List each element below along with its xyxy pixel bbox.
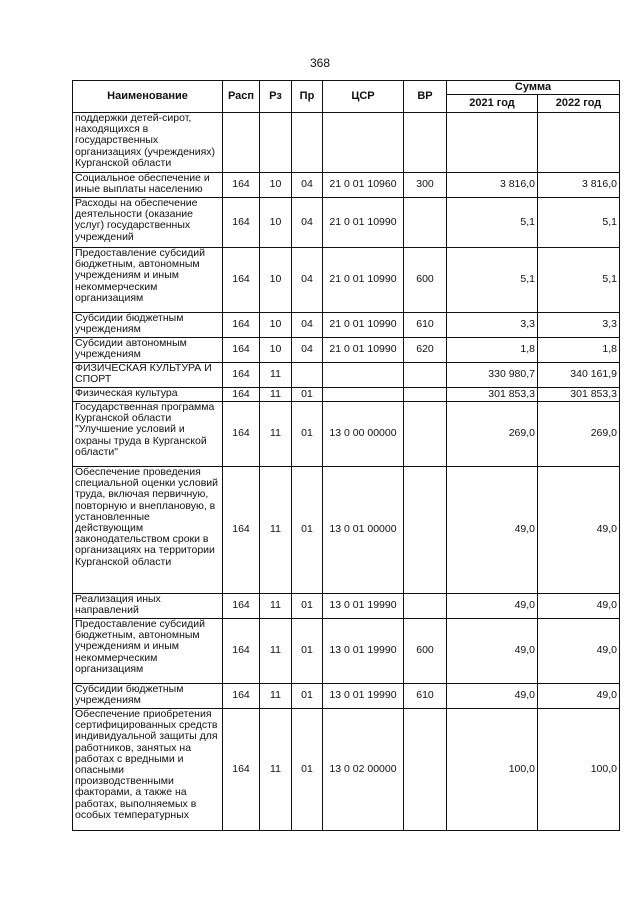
- row-rasp-cell: 164: [223, 338, 260, 363]
- row-sum-2022-cell: 49,0: [538, 594, 620, 619]
- table-row: [73, 684, 620, 709]
- row-vr-cell: 620: [404, 338, 447, 363]
- row-sum-2022-cell: 49,0: [538, 684, 620, 709]
- row-csr-cell: 21 0 01 10990: [323, 198, 404, 248]
- row-sum-2021-cell: 3,3: [447, 313, 538, 338]
- row-vr-cell: [404, 198, 447, 248]
- row-vr-cell: 600: [404, 619, 447, 684]
- row-pr-cell: 01: [292, 594, 323, 619]
- row-vr-cell: [404, 363, 447, 388]
- table-row: [73, 709, 620, 831]
- row-sum-2021-cell: 100,0: [447, 709, 538, 831]
- row-csr-cell: 21 0 01 10990: [323, 313, 404, 338]
- row-pr-cell: 04: [292, 313, 323, 338]
- row-csr-cell: 13 0 02 00000: [323, 709, 404, 831]
- row-sum-2021-cell: 330 980,7: [447, 363, 538, 388]
- row-name-cell: Субсидии автономным учреждениям: [73, 338, 223, 363]
- row-sum-2021-cell: 3 816,0: [447, 173, 538, 198]
- row-sum-2022-cell: 3,3: [538, 313, 620, 338]
- row-csr-cell: 21 0 01 10990: [323, 248, 404, 313]
- row-rz-cell: 11: [260, 388, 292, 402]
- row-csr-cell: 21 0 01 10960: [323, 173, 404, 198]
- row-csr-cell: 13 0 00 00000: [323, 402, 404, 467]
- table-row: [73, 313, 620, 338]
- row-sum-2022-cell: 269,0: [538, 402, 620, 467]
- row-csr-cell: [323, 388, 404, 402]
- row-name-cell: Реализация иных направлений: [73, 594, 223, 619]
- row-rasp-cell: 164: [223, 402, 260, 467]
- row-name-cell: Предоставление субсидий бюджетным, автономным учреждениям и иным некоммерческим организациям: [73, 248, 223, 313]
- row-sum-2022-cell: 49,0: [538, 619, 620, 684]
- row-rasp-cell: 164: [223, 467, 260, 594]
- row-name-cell: поддержки детей-сирот, находящихся в государственных организациях (учреждениях) Курганской области: [73, 113, 223, 173]
- row-rasp-cell: 164: [223, 619, 260, 684]
- col-header-2022: 2022 год: [538, 95, 620, 113]
- header-row-1: [73, 81, 620, 95]
- row-pr-cell: 04: [292, 338, 323, 363]
- row-sum-2021-cell: 5,1: [447, 248, 538, 313]
- row-sum-2021-cell: 49,0: [447, 594, 538, 619]
- row-name-cell: Субсидии бюджетным учреждениям: [73, 313, 223, 338]
- row-vr-cell: [404, 709, 447, 831]
- row-rz-cell: 11: [260, 467, 292, 594]
- table-row: [73, 619, 620, 684]
- row-sum-2022-cell: 1,8: [538, 338, 620, 363]
- row-pr-cell: 01: [292, 402, 323, 467]
- row-sum-2021-cell: 5,1: [447, 198, 538, 248]
- col-header-pr: Пр: [292, 81, 323, 113]
- row-pr-cell: 01: [292, 709, 323, 831]
- row-sum-2021-cell: 49,0: [447, 467, 538, 594]
- row-vr-cell: [404, 388, 447, 402]
- row-pr-cell: 04: [292, 173, 323, 198]
- row-rz-cell: 11: [260, 363, 292, 388]
- row-rasp-cell: 164: [223, 248, 260, 313]
- col-header-rz: Рз: [260, 81, 292, 113]
- row-rz-cell: 11: [260, 619, 292, 684]
- row-pr-cell: 01: [292, 619, 323, 684]
- row-rz-cell: 11: [260, 594, 292, 619]
- row-csr-cell: [323, 363, 404, 388]
- table-row: [73, 113, 620, 173]
- table-row: [73, 363, 620, 388]
- row-rasp-cell: 164: [223, 363, 260, 388]
- page-number: 368: [309, 56, 331, 70]
- row-rz-cell: 10: [260, 173, 292, 198]
- row-sum-2022-cell: 5,1: [538, 198, 620, 248]
- row-csr-cell: 13 0 01 19990: [323, 594, 404, 619]
- row-rasp-cell: 164: [223, 684, 260, 709]
- row-name-cell: Социальное обеспечение и иные выплаты населению: [73, 173, 223, 198]
- row-sum-2022-cell: 340 161,9: [538, 363, 620, 388]
- row-rz-cell: 10: [260, 338, 292, 363]
- row-rz-cell: [260, 113, 292, 173]
- row-name-cell: Государственная программа Курганской области "Улучшение условий и охраны труда в Курганской области": [73, 402, 223, 467]
- table-row: [73, 248, 620, 313]
- table-row: [73, 198, 620, 248]
- row-name-cell: ФИЗИЧЕСКАЯ КУЛЬТУРА И СПОРТ: [73, 363, 223, 388]
- row-sum-2021-cell: [447, 113, 538, 173]
- row-sum-2022-cell: 100,0: [538, 709, 620, 831]
- row-sum-2021-cell: 49,0: [447, 684, 538, 709]
- row-vr-cell: [404, 113, 447, 173]
- row-name-cell: Предоставление субсидий бюджетным, автономным учреждениям и иным некоммерческим организациям: [73, 619, 223, 684]
- row-sum-2021-cell: 1,8: [447, 338, 538, 363]
- row-name-cell: Физическая культура: [73, 388, 223, 402]
- row-name-cell: Обеспечение приобретения сертифицированных средств индивидуальной защиты для работников, занятых на работах с вредными и опасными производственными факторами, а также на работах, выполняемых в особых температурных: [73, 709, 223, 831]
- row-sum-2022-cell: 49,0: [538, 467, 620, 594]
- row-rz-cell: 10: [260, 313, 292, 338]
- row-vr-cell: 600: [404, 248, 447, 313]
- row-rasp-cell: 164: [223, 594, 260, 619]
- row-sum-2022-cell: [538, 113, 620, 173]
- row-rasp-cell: 164: [223, 173, 260, 198]
- row-pr-cell: 01: [292, 684, 323, 709]
- col-header-vr: ВР: [404, 81, 447, 113]
- row-pr-cell: [292, 363, 323, 388]
- row-rasp-cell: 164: [223, 709, 260, 831]
- row-name-cell: Расходы на обеспечение деятельности (оказание услуг) государственных учреждений: [73, 198, 223, 248]
- row-rasp-cell: 164: [223, 198, 260, 248]
- row-vr-cell: [404, 467, 447, 594]
- row-name-cell: Субсидии бюджетным учреждениям: [73, 684, 223, 709]
- row-csr-cell: 13 0 01 19990: [323, 684, 404, 709]
- row-rz-cell: 11: [260, 402, 292, 467]
- row-csr-cell: 13 0 01 00000: [323, 467, 404, 594]
- row-csr-cell: 21 0 01 10990: [323, 338, 404, 363]
- row-rz-cell: 11: [260, 684, 292, 709]
- row-sum-2022-cell: 5,1: [538, 248, 620, 313]
- row-csr-cell: 13 0 01 19990: [323, 619, 404, 684]
- row-sum-2021-cell: 301 853,3: [447, 388, 538, 402]
- row-rz-cell: 10: [260, 198, 292, 248]
- row-rz-cell: 10: [260, 248, 292, 313]
- table-row: [73, 338, 620, 363]
- col-header-rasp: Расп: [223, 81, 260, 113]
- row-vr-cell: 300: [404, 173, 447, 198]
- row-pr-cell: 01: [292, 467, 323, 594]
- row-sum-2021-cell: 269,0: [447, 402, 538, 467]
- col-header-sum: Сумма: [447, 81, 620, 95]
- col-header-csr: ЦСР: [323, 81, 404, 113]
- row-vr-cell: [404, 402, 447, 467]
- row-sum-2021-cell: 49,0: [447, 619, 538, 684]
- row-rasp-cell: 164: [223, 313, 260, 338]
- row-vr-cell: 610: [404, 313, 447, 338]
- row-sum-2022-cell: 3 816,0: [538, 173, 620, 198]
- table-row: [73, 388, 620, 402]
- row-pr-cell: [292, 113, 323, 173]
- row-pr-cell: 01: [292, 388, 323, 402]
- row-vr-cell: [404, 594, 447, 619]
- row-sum-2022-cell: 301 853,3: [538, 388, 620, 402]
- table-row: [73, 594, 620, 619]
- table-row: [73, 467, 620, 594]
- row-name-cell: Обеспечение проведения специальной оценки условий труда, включая первичную, повторную и внеплановую, в установленные действующим законодательством сроки в организациях на территории Курганской области: [73, 467, 223, 594]
- row-pr-cell: 04: [292, 248, 323, 313]
- row-pr-cell: 04: [292, 198, 323, 248]
- row-rasp-cell: 164: [223, 388, 260, 402]
- row-rasp-cell: [223, 113, 260, 173]
- table-row: [73, 173, 620, 198]
- row-vr-cell: 610: [404, 684, 447, 709]
- table-row: [73, 402, 620, 467]
- budget-table: [72, 80, 620, 831]
- col-header-2021: 2021 год: [447, 95, 538, 113]
- row-csr-cell: [323, 113, 404, 173]
- col-header-name: Наименование: [73, 81, 223, 113]
- row-rz-cell: 11: [260, 709, 292, 831]
